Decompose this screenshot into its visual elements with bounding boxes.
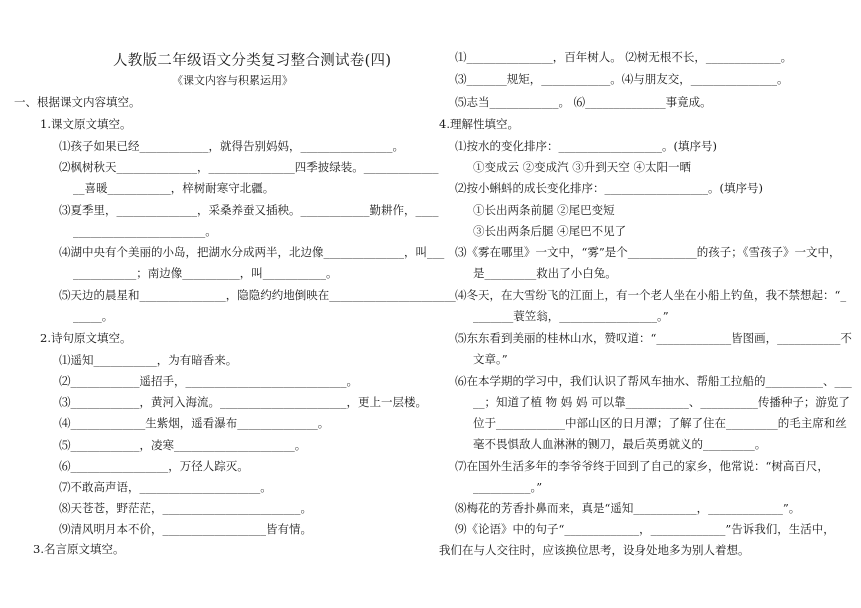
q2-item-2: ⑵____________遥招手，____________________________。 xyxy=(59,374,358,388)
q4-item-9-line-2: 我们在与人交往时，应该换位思考，设身处地多为别人着想。 xyxy=(439,543,750,557)
question-4-heading: 4.理解性填空。 xyxy=(439,117,519,131)
q2-item-1: ⑴遥知___________，为有暗香来。 xyxy=(59,353,238,367)
q4-item-8: ⑻梅花的芳香扑鼻而来，真是“遥知___________，_____________”。 xyxy=(455,501,801,515)
exam-title: 人教版二年级语文分类复习整合测试卷(四) xyxy=(113,53,392,69)
q3-row-2: ⑶_______规矩，____________。⑷与朋友交，_______________。 xyxy=(455,72,789,86)
q4-item-9-line-1: ⑼《论语》中的句子“_____________，_____________”告诉我们，生活中， xyxy=(455,522,835,536)
q1-item-5-line-1: ⑸天边的晨星和_______________，隐隐约约地倒映在______________________ xyxy=(59,288,456,302)
q3-row-3: ⑸志当____________。 ⑹______________事竟成。 xyxy=(455,95,712,109)
q4-item-6-line-3: 位于____________中部山区的日月潭；了解了住在_________的毛主席和丝 xyxy=(473,416,847,430)
q4-item-7-line-2: __________。” xyxy=(473,480,543,494)
q2-item-6: ⑹_________________，万径人踪灭。 xyxy=(59,459,249,473)
q1-item-3-line-1: ⑶夏季里，______________，采桑养蚕又插秧。____________勤耕作，____ xyxy=(59,203,439,217)
question-1-heading: 1.课文原文填空。 xyxy=(40,117,132,131)
q4-item-6-line-2: __；知道了植 物 妈 妈 可以靠___________、__________传播种子；游览了 xyxy=(473,395,850,409)
q4-item-1-options: ①变成云 ②变成汽 ③升到天空 ④太阳一晒 xyxy=(473,160,691,174)
question-2-heading: 2.诗句原文填空。 xyxy=(40,331,132,345)
q4-item-4-line-1: ⑷冬天，在大雪纷飞的江面上，有一个老人坐在小船上钓鱼，我不禁想起：“_ xyxy=(455,288,847,302)
q4-item-7-line-1: ⑺在国外生活多年的李爷爷终于回到了自己的家乡，他常说：“树高百尺， xyxy=(455,459,829,473)
q1-item-3-line-2: _______________________。 xyxy=(73,224,217,238)
q4-item-5-line-1: ⑸东东看到美丽的桂林山水，赞叹道：“_____________皆图画，___________不 xyxy=(455,331,852,345)
q4-item-5-line-2: 文章。” xyxy=(473,352,508,366)
q1-item-4-line-1: ⑷湖中央有个美丽的小岛，把湖水分成两半，北边像______________，叫___ xyxy=(59,245,445,259)
section-1-heading: 一、根据课文内容填空。 xyxy=(14,95,141,109)
q2-item-4: ⑷_____________生紫烟，遥看瀑布______________。 xyxy=(59,416,330,430)
q4-item-2-options-2: ③长出两条后腿 ④尾巴不见了 xyxy=(473,224,627,238)
q4-item-4-line-2: _______蓑笠翁，_________________。” xyxy=(473,309,669,323)
q1-item-2-line-1: ⑵枫树秋天______________，_______________四季披绿装。_____________ xyxy=(59,160,439,174)
q1-item-5-line-2: _____。 xyxy=(73,309,114,323)
q2-item-3: ⑶____________，黄河入海流。______________________，更上一层楼。 xyxy=(59,395,427,409)
exam-subtitle: 《课文内容与积累运用》 xyxy=(172,74,293,87)
q4-item-6-line-1: ⑹在本学期的学习中，我们认识了帮风车抽水、帮船工拉船的__________、___ xyxy=(455,374,852,388)
q4-item-1: ⑴按水的变化排序：__________________。(填序号) xyxy=(455,139,717,153)
q1-item-1: ⑴孩子如果已经____________，就得告别妈妈，________________。 xyxy=(59,139,404,153)
q4-item-3-line-2: 是_________救出了小白兔。 xyxy=(473,266,617,280)
q3-row-1: ⑴_______________，百年树人。 ⑵树无根不长，_____________。 xyxy=(455,50,793,64)
question-3-heading: 3.名言原文填空。 xyxy=(33,542,125,556)
q2-item-9: ⑼清风明月本不价，__________________皆有情。 xyxy=(59,522,312,536)
q4-item-6-line-4: 毫不畏惧敌人血淋淋的铡刀，最后英勇就义的_________。 xyxy=(473,437,767,451)
q2-item-8: ⑻天苍苍，野茫茫，________________________。 xyxy=(59,501,312,515)
q2-item-7: ⑺不敢高声语，_____________________。 xyxy=(59,480,272,494)
q1-item-4-line-2: ___________；南边像__________，叫___________。 xyxy=(73,266,338,280)
q4-item-2: ⑵按小蝌蚪的成长变化排序：__________________。(填序号) xyxy=(455,181,763,195)
q4-item-3-line-1: ⑶《雾在哪里》一文中，“雾”是个____________的孩子；《雪孩子》一文中， xyxy=(455,245,841,259)
q4-item-2-options-1: ①长出两条前腿 ②尾巴变短 xyxy=(473,203,615,217)
q1-item-2-line-2: __喜暖___________，梓树耐寒守北疆。 xyxy=(73,181,275,195)
q2-item-5: ⑸____________，凌寒_____________________。 xyxy=(59,438,307,452)
